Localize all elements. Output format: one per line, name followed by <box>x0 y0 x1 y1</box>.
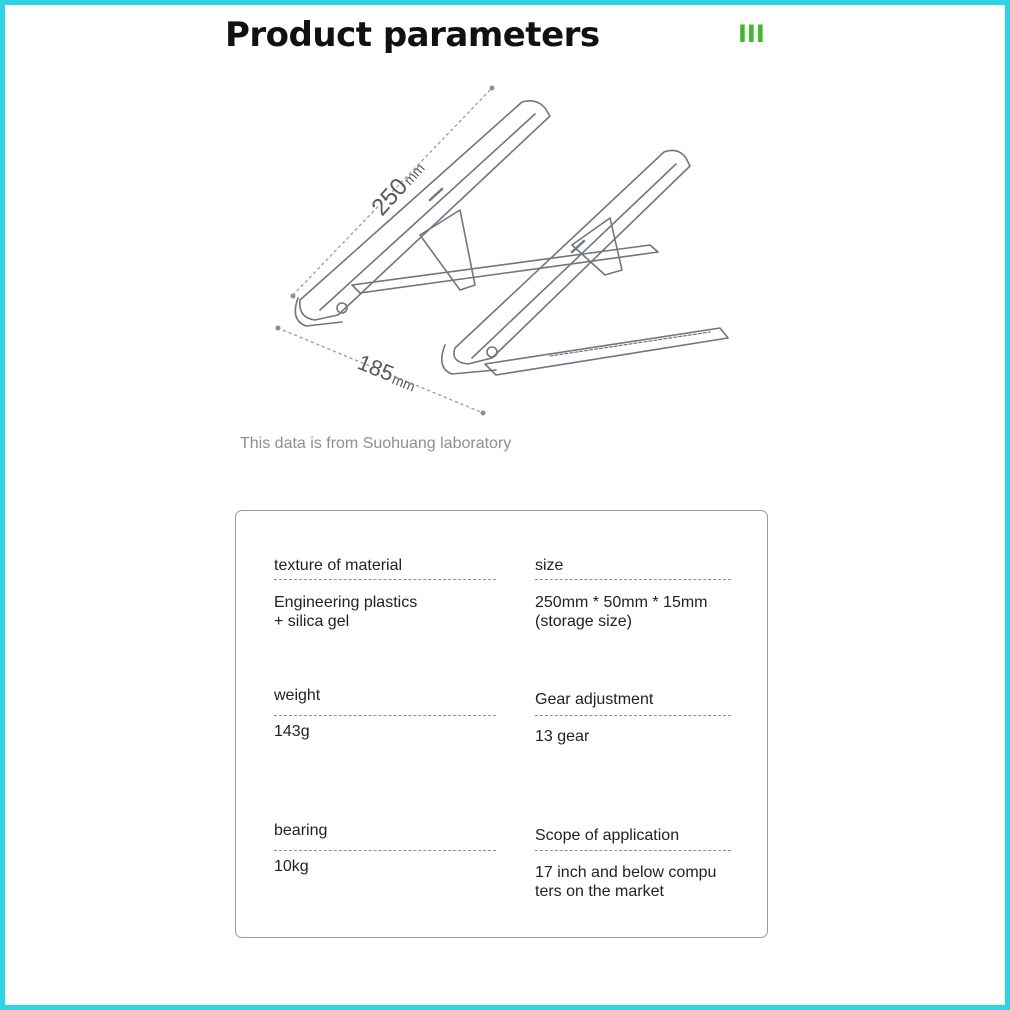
spec-gear-adjustment <box>535 690 654 745</box>
spec-divider <box>535 579 731 580</box>
spec-label: size <box>535 557 564 574</box>
spec-value: Engineering plastics + silica gel <box>274 594 418 630</box>
spec-size <box>535 556 708 630</box>
page-title: Product parameters <box>225 15 600 55</box>
spec-label: weight <box>274 687 321 704</box>
spec-value: 250mm * 50mm * 15mm (storage size) <box>535 594 708 630</box>
spec-value: 143g <box>274 723 310 740</box>
width-dimension-unit: mm <box>389 370 418 395</box>
section-marker: III <box>738 20 765 48</box>
spec-label: bearing <box>274 822 328 839</box>
spec-material <box>274 556 418 630</box>
spec-divider <box>274 715 496 716</box>
spec-weight <box>274 686 321 740</box>
spec-value: 13 gear <box>535 728 590 745</box>
spec-divider <box>274 579 496 580</box>
spec-divider <box>274 850 496 851</box>
spec-value: 10kg <box>274 858 309 875</box>
data-source-caption: This data is from Suohuang laboratory <box>240 435 512 452</box>
width-dimension-label: 185 <box>354 349 398 387</box>
spec-divider <box>535 850 731 851</box>
spec-value: 17 inch and below compu ters on the market <box>535 864 717 900</box>
spec-divider <box>535 715 731 716</box>
spec-label: texture of material <box>274 557 403 574</box>
spec-scope <box>535 826 717 900</box>
length-dimension-unit: mm <box>400 159 428 189</box>
spec-label: Gear adjustment <box>535 691 654 708</box>
spec-label: Scope of application <box>535 827 680 844</box>
laptop-stand-illustration <box>260 70 760 430</box>
spec-bearing <box>274 821 328 875</box>
length-dimension-label: 250 <box>366 173 414 222</box>
